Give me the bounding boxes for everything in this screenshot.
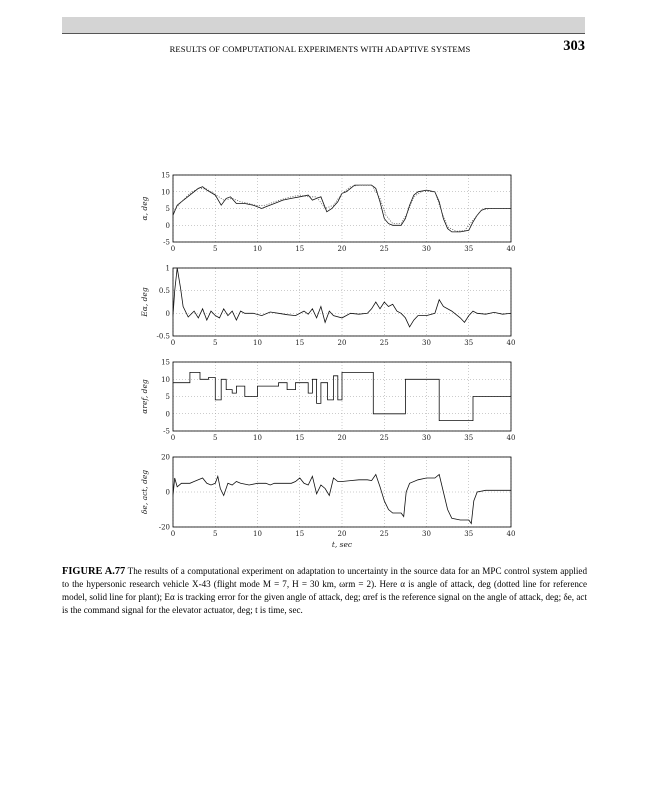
- y-axis-label: δe, act, deg: [140, 469, 149, 515]
- x-tick-label: 35: [464, 339, 474, 347]
- y-tick-label: -20: [158, 523, 170, 532]
- x-tick-label: 35: [464, 245, 474, 253]
- x-tick-label: 30: [422, 245, 431, 253]
- x-tick-label: 25: [379, 245, 389, 253]
- x-tick-label: 10: [253, 434, 262, 442]
- x-tick-label: 25: [379, 339, 389, 347]
- x-tick-label: 25: [379, 434, 389, 442]
- x-tick-label: 15: [295, 339, 305, 347]
- x-tick-label: 0: [170, 339, 176, 347]
- series-line: [173, 268, 511, 327]
- y-tick-label: 15: [161, 171, 170, 180]
- x-tick-label: 30: [422, 339, 431, 347]
- x-tick-label: 40: [506, 530, 516, 538]
- x-tick-label: 10: [253, 339, 262, 347]
- y-tick-label: -5: [163, 238, 170, 247]
- page-number: 303: [563, 38, 585, 54]
- y-tick-label: 15: [161, 358, 170, 367]
- x-tick-label: 40: [506, 245, 516, 253]
- y-axis-label: αref, deg: [140, 379, 149, 414]
- y-tick-label: 0: [165, 221, 170, 230]
- x-tick-label: 35: [464, 434, 474, 442]
- y-axis-label: α, deg: [140, 196, 149, 221]
- x-tick-label: 15: [295, 530, 305, 538]
- x-tick-label: 20: [337, 530, 347, 538]
- x-tick-label: 0: [170, 530, 176, 538]
- x-tick-label: 5: [213, 434, 218, 442]
- y-tick-label: 20: [161, 453, 170, 462]
- x-tick-label: 25: [379, 530, 389, 538]
- x-tick-label: 30: [422, 434, 431, 442]
- x-tick-label: 0: [170, 245, 176, 253]
- y-tick-label: -0.5: [156, 332, 170, 341]
- y-tick-label: 10: [161, 188, 170, 197]
- x-tick-label: 15: [295, 245, 305, 253]
- y-tick-label: 0: [165, 309, 170, 318]
- figure-label: FIGURE A.77: [62, 566, 126, 577]
- x-tick-label: 0: [170, 434, 176, 442]
- figure-caption-text: The results of a computational experiment on adaptation to uncertainty in the source data for an MPC control system applied to the hypersonic research vehicle X-43 (flight mode M = 7, H = 30 km, ωrm = 2). Here α is angle of attack, deg (dotted line for reference model, solid line for plant); Eα is tracking error for the given angle of attack, deg; αref is the reference signal on the angle of attack, deg; δe, act is the command signal for the elevator actuator, deg; t is time, sec.: [62, 566, 588, 615]
- x-tick-label: 40: [506, 339, 516, 347]
- x-tick-label: 20: [337, 245, 347, 253]
- y-tick-label: 0.5: [158, 287, 170, 296]
- y-tick-label: -5: [163, 427, 170, 436]
- running-head: RESULTS OF COMPUTATIONAL EXPERIMENTS WITH ADAPTIVE SYSTEMS: [169, 44, 471, 54]
- x-tick-label: 5: [213, 530, 218, 538]
- x-tick-label: 10: [253, 245, 262, 253]
- x-axis-label: t, sec: [331, 540, 353, 549]
- x-tick-label: 5: [213, 245, 218, 253]
- x-tick-label: 5: [213, 339, 218, 347]
- y-axis-label: Eα, deg: [140, 287, 149, 317]
- y-tick-label: 10: [161, 375, 170, 384]
- x-tick-label: 20: [337, 434, 347, 442]
- x-tick-label: 10: [253, 530, 262, 538]
- y-tick-label: 0: [165, 410, 170, 419]
- x-tick-label: 40: [506, 434, 516, 442]
- y-tick-label: 0: [165, 488, 170, 497]
- y-tick-label: 1: [165, 264, 170, 273]
- y-tick-label: 5: [165, 393, 170, 401]
- figure-caption: [62, 565, 587, 617]
- x-tick-label: 30: [422, 530, 431, 538]
- x-tick-label: 20: [337, 339, 347, 347]
- x-tick-label: 15: [295, 434, 305, 442]
- x-tick-label: 35: [464, 530, 474, 538]
- y-tick-label: 5: [165, 205, 170, 213]
